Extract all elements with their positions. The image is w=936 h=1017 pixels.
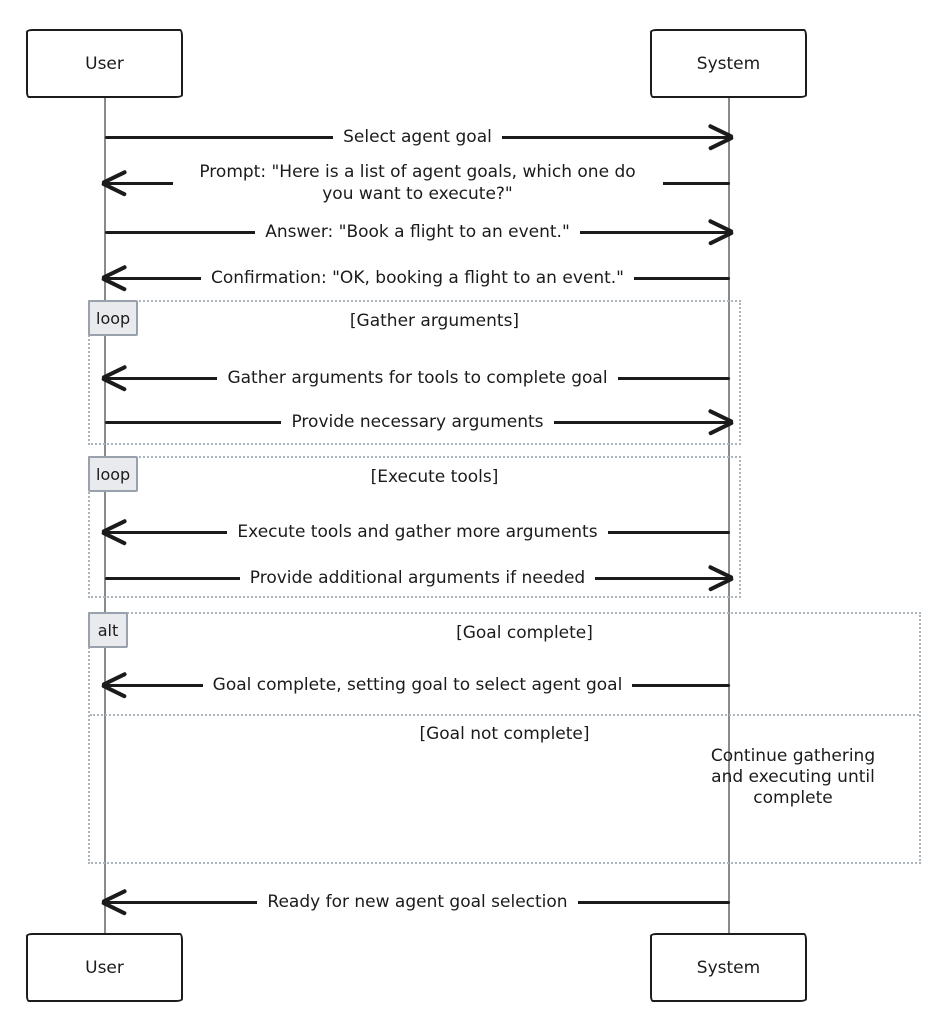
message-gather-arguments xyxy=(104,364,731,392)
message-text: Goal complete, setting goal to select agent goal xyxy=(203,672,633,698)
loop-label-text: loop xyxy=(96,308,131,328)
actor-label: System xyxy=(696,957,761,978)
arrowhead-right-icon xyxy=(703,120,733,154)
message-provide-necessary-arguments xyxy=(104,408,731,436)
message-text: Gather arguments for tools to complete goal xyxy=(217,365,617,391)
alt-label-text: alt xyxy=(97,620,119,640)
alt-frame-goal-complete xyxy=(88,612,921,864)
message-text: Confirmation: "OK, booking a flight to an event." xyxy=(201,265,634,291)
arrowhead-left-icon xyxy=(102,361,132,395)
note-continue-gathering: Continue gathering and executing until complete xyxy=(710,746,876,808)
alt-title: [Goal complete] xyxy=(456,623,593,643)
message-answer-book-flight xyxy=(104,218,731,246)
actor-label: User xyxy=(85,53,124,74)
message-select-agent-goal xyxy=(104,123,731,151)
message-goal-complete xyxy=(104,671,731,699)
message-text: Prompt: "Here is a list of agent goals, which one do you want to execute?" xyxy=(173,159,663,207)
actor-label: User xyxy=(85,957,124,978)
message-text: Execute tools and gather more arguments xyxy=(227,519,607,545)
actor-box-user-bottom xyxy=(26,933,183,1002)
actor-box-system-top xyxy=(650,29,807,98)
arrowhead-left-icon xyxy=(102,668,132,702)
loop-title: [Execute tools] xyxy=(370,467,499,487)
actor-label: System xyxy=(696,53,761,74)
actor-box-user-top xyxy=(26,29,183,98)
message-ready-for-new-goal xyxy=(104,888,731,916)
loop-label-text: loop xyxy=(96,464,131,484)
message-prompt-agent-goals xyxy=(104,162,731,204)
loop-label xyxy=(88,300,138,336)
arrowhead-left-icon xyxy=(102,166,132,200)
message-text: Select agent goal xyxy=(333,124,502,150)
loop-label xyxy=(88,456,138,492)
arrowhead-right-icon xyxy=(703,561,733,595)
alt-else-title: [Goal not complete] xyxy=(419,724,590,744)
alt-label xyxy=(88,612,128,648)
actor-box-system-bottom xyxy=(650,933,807,1002)
message-provide-additional-arguments xyxy=(104,564,731,592)
arrowhead-right-icon xyxy=(703,405,733,439)
message-confirmation-booking xyxy=(104,264,731,292)
message-text: Answer: "Book a flight to an event." xyxy=(255,219,580,245)
alt-divider xyxy=(90,714,919,716)
arrowhead-left-icon xyxy=(102,885,132,919)
message-text: Provide additional arguments if needed xyxy=(240,565,595,591)
message-text: Provide necessary arguments xyxy=(281,409,553,435)
arrowhead-right-icon xyxy=(703,215,733,249)
loop-title: [Gather arguments] xyxy=(349,311,520,331)
arrowhead-left-icon xyxy=(102,515,132,549)
message-execute-tools xyxy=(104,518,731,546)
arrowhead-left-icon xyxy=(102,261,132,295)
message-text: Ready for new agent goal selection xyxy=(257,889,577,915)
